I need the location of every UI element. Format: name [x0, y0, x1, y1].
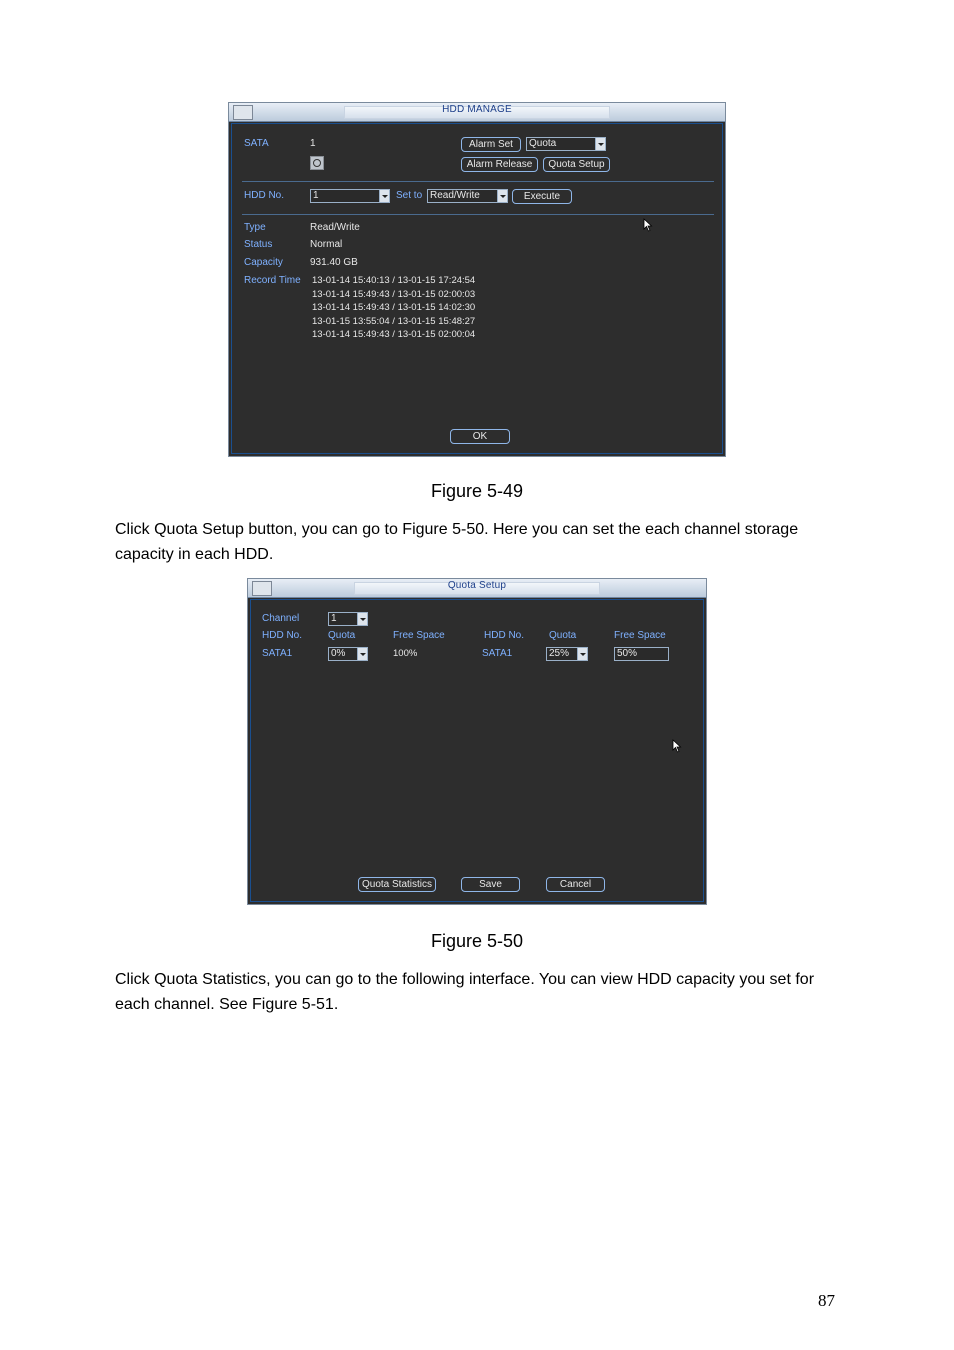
chevron-down-icon [357, 648, 367, 660]
channel-label: Channel [262, 613, 300, 624]
sata-label: SATA [244, 138, 269, 149]
chevron-down-icon [595, 138, 605, 150]
execute-button[interactable]: Execute [512, 189, 572, 204]
set-to-label: Set to [396, 190, 423, 201]
record-time-label: Record Time [244, 275, 301, 286]
quota-setup-title: Quota Setup [447, 580, 507, 591]
chevron-down-icon [357, 613, 367, 625]
sata-select-checkbox[interactable] [310, 156, 324, 170]
col-header-hdd-no: HDD No. [262, 630, 303, 641]
divider [242, 181, 714, 182]
chevron-down-icon [577, 648, 587, 660]
type-label: Type [244, 222, 266, 233]
sata-value: 1 [310, 138, 316, 149]
body-paragraph: Click Quota Setup button, you can go to Figure 5-50. Here you can set the each channel storage capacity in each HDD. [115, 521, 799, 563]
col-header-quota: Quota [328, 630, 356, 641]
type-value: Read/Write [310, 222, 360, 233]
col-header-free-space: Free Space [614, 630, 666, 641]
page-number: 87 [818, 1291, 835, 1310]
col-header-free-space: Free Space [393, 630, 445, 641]
cancel-button[interactable]: Cancel [546, 877, 605, 892]
record-time-entry: 13-01-14 15:49:43 / 13-01-15 14:02:30 [312, 302, 476, 313]
set-to-select[interactable]: Read/Write [427, 189, 508, 203]
hdd-manage-screenshot [228, 102, 726, 457]
chevron-down-icon [497, 190, 507, 202]
capacity-value: 931.40 GB [310, 257, 358, 268]
hdd-name: SATA1 [482, 648, 513, 659]
figure-caption: Figure 5-49 [430, 481, 524, 501]
free-space-field[interactable]: 50% [614, 647, 669, 661]
hdd-mode-select[interactable]: Quota [526, 137, 606, 151]
quota-statistics-button[interactable]: Quota Statistics [358, 877, 436, 892]
alarm-set-button[interactable]: Alarm Set [461, 137, 521, 152]
col-header-quota: Quota [549, 630, 577, 641]
status-label: Status [244, 239, 273, 250]
col-header-hdd-no: HDD No. [484, 630, 525, 641]
hdd-name: SATA1 [262, 648, 293, 659]
disk-icon [233, 105, 253, 120]
quota-setup-screenshot [247, 578, 707, 905]
record-time-entry: 13-01-14 15:49:43 / 13-01-15 02:00:04 [312, 329, 476, 340]
record-time-entry: 13-01-15 13:55:04 / 13-01-15 15:48:27 [312, 316, 476, 327]
figure-caption: Figure 5-50 [430, 931, 524, 951]
free-space-value: 100% [393, 648, 418, 659]
divider [242, 214, 714, 215]
quota-setup-button[interactable]: Quota Setup [543, 157, 610, 172]
hdd-no-label: HDD No. [244, 190, 285, 201]
hdd-manage-titlebar [229, 103, 725, 122]
body-paragraph: Click Quota Statistics, you can go to the following interface. You can view HDD capacity you set for each channel. See Figure 5-51. [115, 971, 815, 1013]
hdd-no-select[interactable]: 1 [310, 189, 390, 203]
record-time-entry: 13-01-14 15:40:13 / 13-01-15 17:24:54 [312, 275, 476, 286]
status-value: Normal [310, 239, 343, 250]
capacity-label: Capacity [244, 257, 283, 268]
alarm-release-button[interactable]: Alarm Release [461, 157, 538, 172]
hdd-manage-title: HDD MANAGE [442, 104, 512, 115]
record-time-entry: 13-01-14 15:49:43 / 13-01-15 02:00:03 [312, 289, 476, 300]
quota-select[interactable]: 0% [328, 647, 368, 661]
chevron-down-icon [379, 190, 389, 202]
disk-icon [252, 581, 272, 596]
quota-select[interactable]: 25% [546, 647, 588, 661]
quota-setup-titlebar [248, 579, 706, 598]
save-button[interactable]: Save [461, 877, 520, 892]
channel-select[interactable]: 1 [328, 612, 368, 626]
ok-button[interactable]: OK [450, 429, 510, 444]
